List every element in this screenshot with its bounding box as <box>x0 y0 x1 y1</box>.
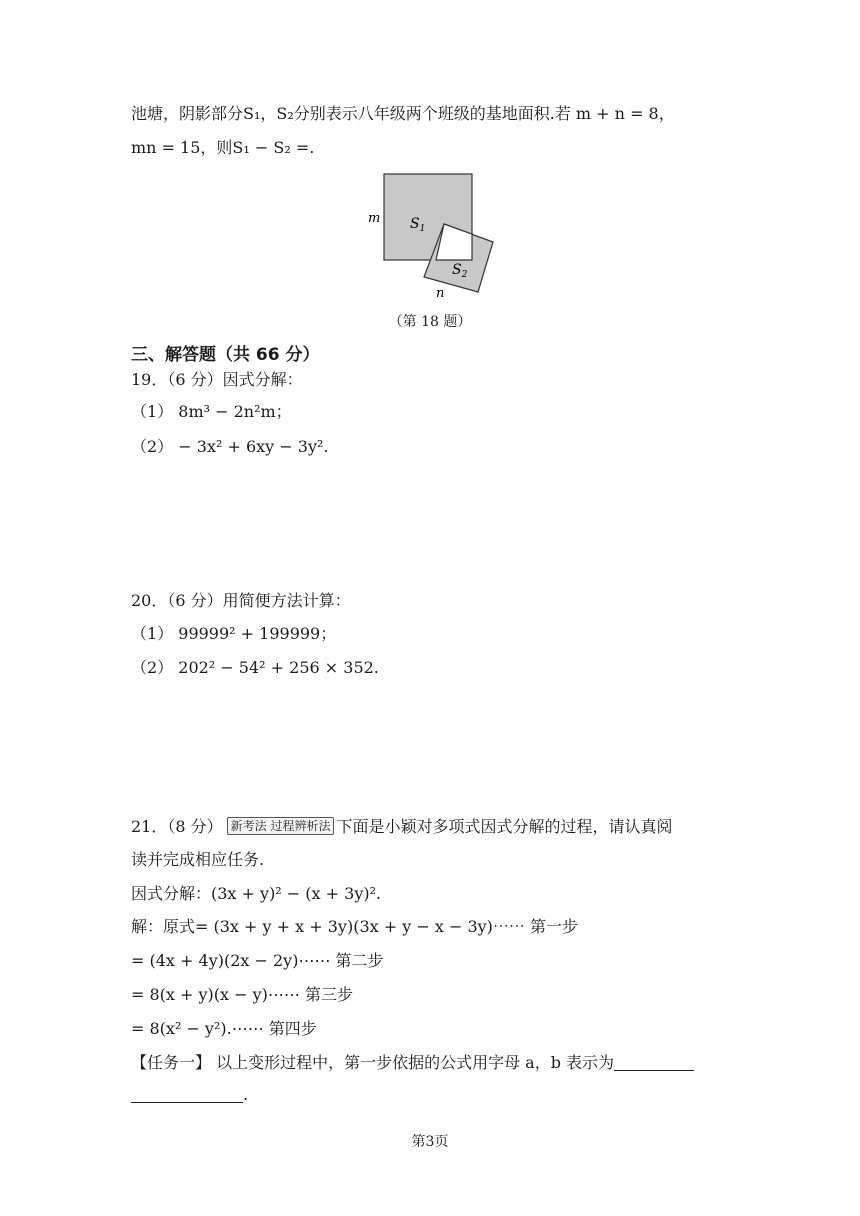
label-s2: S <box>452 262 462 278</box>
q19-title: 19．（6 分）因式分解： <box>131 370 303 389</box>
q21-task1-cont <box>131 1084 248 1106</box>
q21-task1 <box>131 1052 694 1074</box>
q21-step4: = 8(x² − y²).⋯⋯ 第四步 <box>131 1019 317 1038</box>
method-badge: 新考法 过程辨析法 <box>227 817 335 835</box>
label-s2-sub: 2 <box>461 270 468 280</box>
q18-figure <box>360 168 520 303</box>
q21-title <box>131 816 672 838</box>
q20-title: 20．（6 分）用简便方法计算： <box>131 591 351 610</box>
section-heading: 三、解答题（共 66 分） <box>131 345 320 365</box>
q19-part1: （1） 8m³ − 2n²m； <box>131 402 292 421</box>
answer-blank-1[interactable] <box>614 1054 694 1071</box>
q20-part1: （1） 99999² + 199999； <box>131 624 337 643</box>
q21-title-prefix: 21．（8 分） <box>131 817 223 836</box>
label-m: m <box>368 211 381 226</box>
q18-text-line2: mn = 15，则S₁ − S₂ =. <box>131 138 315 157</box>
q21-task1-end: . <box>243 1085 249 1104</box>
page-number: 第3页 <box>411 1134 449 1150</box>
q21-step2: = (4x + 4y)(2x − 2y)⋯⋯ 第二步 <box>131 951 384 970</box>
answer-blank-2[interactable] <box>131 1086 243 1103</box>
q18-text-line1: 池塘，阴影部分S₁，S₂分别表示八年级两个班级的基地面积.若 m + n = 8， <box>131 104 675 123</box>
label-n: n <box>436 286 445 301</box>
q21-title-suffix: 下面是小颖对多项式因式分解的过程，请认真阅 <box>336 817 673 836</box>
q21-task1-text: 【任务一】 以上变形过程中，第一步依据的公式用字母 a，b 表示为 <box>131 1053 615 1072</box>
q19-part2: （2） − 3x² + 6xy − 3y². <box>131 437 329 456</box>
q20-part2: （2） 202² − 54² + 256 × 352. <box>131 658 379 677</box>
label-s1: S <box>410 216 420 232</box>
q18-caption: （第 18 题） <box>388 314 472 330</box>
label-s1-sub: 1 <box>419 224 426 234</box>
q21-problem: 因式分解：(3x + y)² − (x + 3y)². <box>131 884 382 903</box>
q21-step3: = 8(x + y)(x − y)⋯⋯ 第三步 <box>131 985 354 1004</box>
q21-line2: 读并完成相应任务. <box>131 850 265 869</box>
q21-step1: 解：原式= (3x + y + x + 3y)(3x + y − x − 3y)⋯⋯ 第一步 <box>131 917 578 936</box>
